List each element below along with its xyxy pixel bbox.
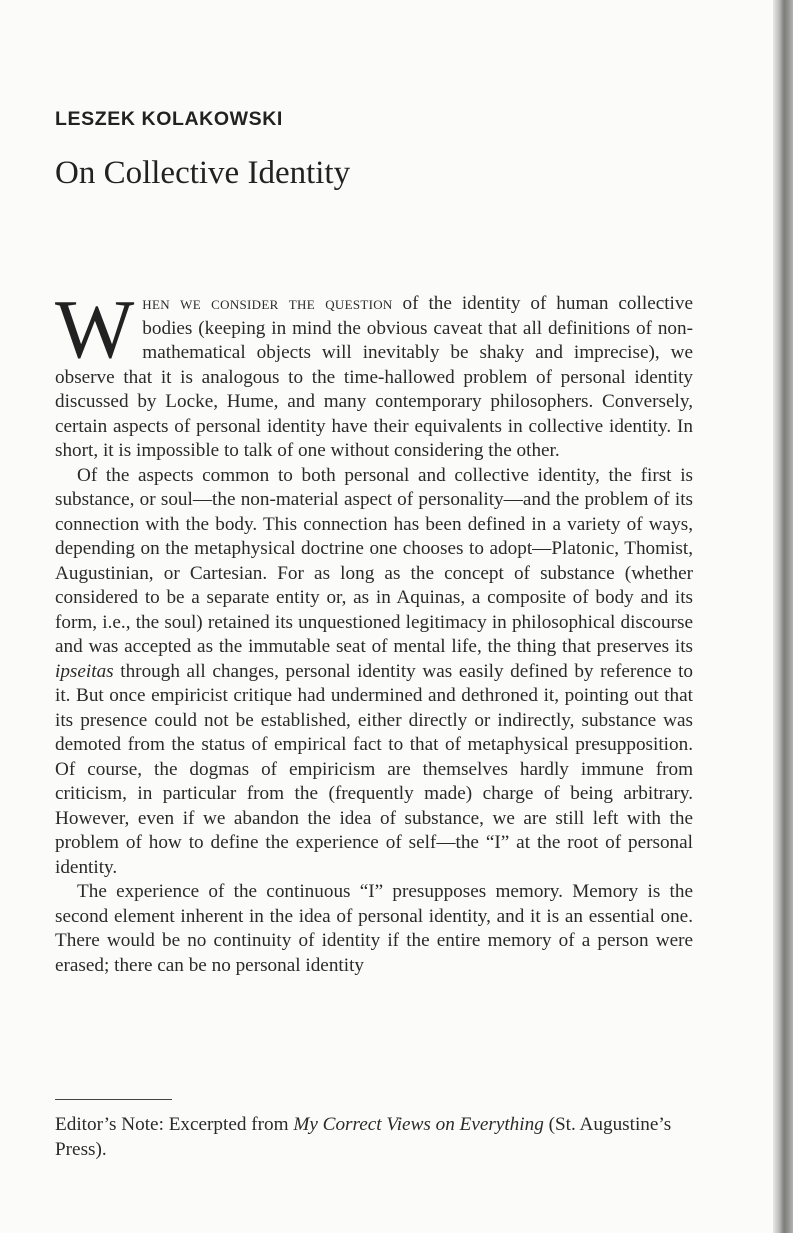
- paragraph-1-text: of the identity of human collective bodies (keeping in mind the obvious caveat that all definitions of non-mathematical objects will inevitably be shaky and imprecise), we observe that it is analogous to the time-hallowed problem of personal identity discussed by Locke, Hume, and many contemporary philosophers. Conversely, certain aspects of personal identity have their equivalents in collective identity. In short, it is impossible to talk of one without considering the other.: [55, 293, 693, 461]
- paragraph-3-text: The experience of the continuous “I” presupposes memory. Memory is the second element inherent in the idea of personal identity, and it is an essential one. There would be no continuity of identity if the entire memory of a person were erased; there can be no personal identity: [55, 881, 693, 976]
- paragraph-3: [55, 880, 693, 978]
- article-body: [55, 283, 693, 978]
- paragraph-2-text-a: Of the aspects common to both personal and collective identity, the first is substance, or soul—the non-material aspect of personality—and the problem of its connection with the body. This connection has been defined in a variety of ways, depending on the metaphysical doctrine one chooses to adopt—Platonic, Thomist, Augustinian, or Cartesian. For as long as the concept of substance (whether considered to be a separate entity or, as in Aquinas, a composite of body and its form, i.e., the soul) retained its unquestioned legitimacy in philosophical discourse and was accepted as the immutable seat of mental life, the thing that preserves its: [55, 464, 693, 657]
- paragraph-2-italic: ipseitas: [55, 660, 114, 682]
- paragraph-1: [55, 283, 693, 464]
- paragraph-2: [55, 464, 693, 881]
- drop-cap: W: [55, 283, 135, 376]
- lead-in-small-caps: hen we consider the question: [142, 293, 393, 314]
- editor-note-book-title: My Correct Views on Everything: [293, 1114, 544, 1135]
- editor-note-text-a: Editor’s Note: Excerpted from: [55, 1114, 294, 1135]
- paragraph-2-text-b: through all changes, personal identity was easily defined by reference to it. But once empiricist critique had undermined and dethroned it, pointing out that its presence could not be established, either directly or indirectly, substance was demoted from the status of empirical fact to that of metaphysical presupposition. Of course, the dogmas of empiricism are themselves hardly immune from criticism, in particular from the (frequently made) charge of being arbitrary. However, even if we abandon the idea of substance, we are still left with the problem of how to define the experience of self—the “I” at the root of personal identity.: [55, 660, 693, 878]
- editor-note: [55, 1113, 693, 1162]
- author-name: LESZEK KOLAKOWSKI: [55, 108, 283, 130]
- editor-note-text-b: (St. Augustine’s Press).: [55, 1114, 672, 1160]
- page-edge-shadow: [773, 0, 793, 1233]
- footnote-divider: [55, 1099, 172, 1100]
- article-title: On Collective Identity: [55, 155, 351, 191]
